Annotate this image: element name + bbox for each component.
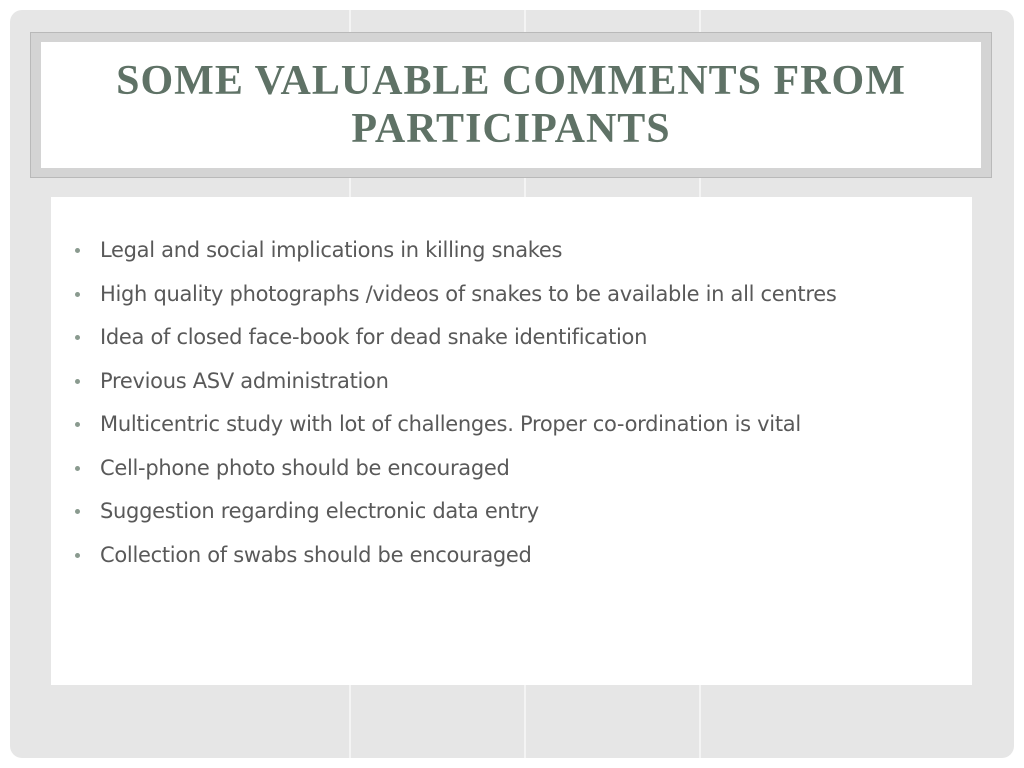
bullet-icon — [75, 466, 80, 471]
bullet-icon — [75, 379, 80, 384]
bullet-icon — [75, 292, 80, 297]
bullet-text: Multicentric study with lot of challenges. Proper co-ordination is vital — [100, 412, 801, 436]
bullet-text: Cell-phone photo should be encouraged — [100, 455, 510, 480]
bullet-text: Suggestion regarding electronic data entry — [100, 499, 539, 523]
bullet-item — [51, 322, 972, 366]
bullet-item — [51, 235, 972, 279]
bullet-text: Legal and social implications in killing snakes — [100, 238, 563, 262]
bullet-item — [51, 540, 972, 584]
bullet-icon — [75, 553, 80, 558]
bullet-list — [51, 197, 972, 583]
bullet-text: Previous ASV administration — [100, 368, 389, 393]
bullet-icon — [75, 422, 80, 427]
bullet-item — [51, 409, 972, 453]
bullet-text: Idea of closed face-book for dead snake identification — [100, 325, 648, 349]
slide-title: SOME VALUABLE COMMENTS FROM PARTICIPANTS — [116, 58, 906, 152]
bullet-item — [51, 279, 972, 323]
slide — [10, 10, 1014, 758]
bullet-text: Collection of swabs should be encouraged — [100, 542, 532, 567]
content-box — [51, 197, 972, 685]
title-box — [41, 42, 981, 168]
bullet-item — [51, 366, 972, 410]
bullet-item — [51, 453, 972, 497]
title-frame — [30, 32, 992, 178]
bullet-icon — [75, 335, 80, 340]
bullet-text: High quality photographs /videos of snakes to be available in all centres — [100, 281, 837, 306]
bullet-icon — [75, 248, 80, 253]
bullet-icon — [75, 509, 80, 514]
bullet-item — [51, 496, 972, 540]
